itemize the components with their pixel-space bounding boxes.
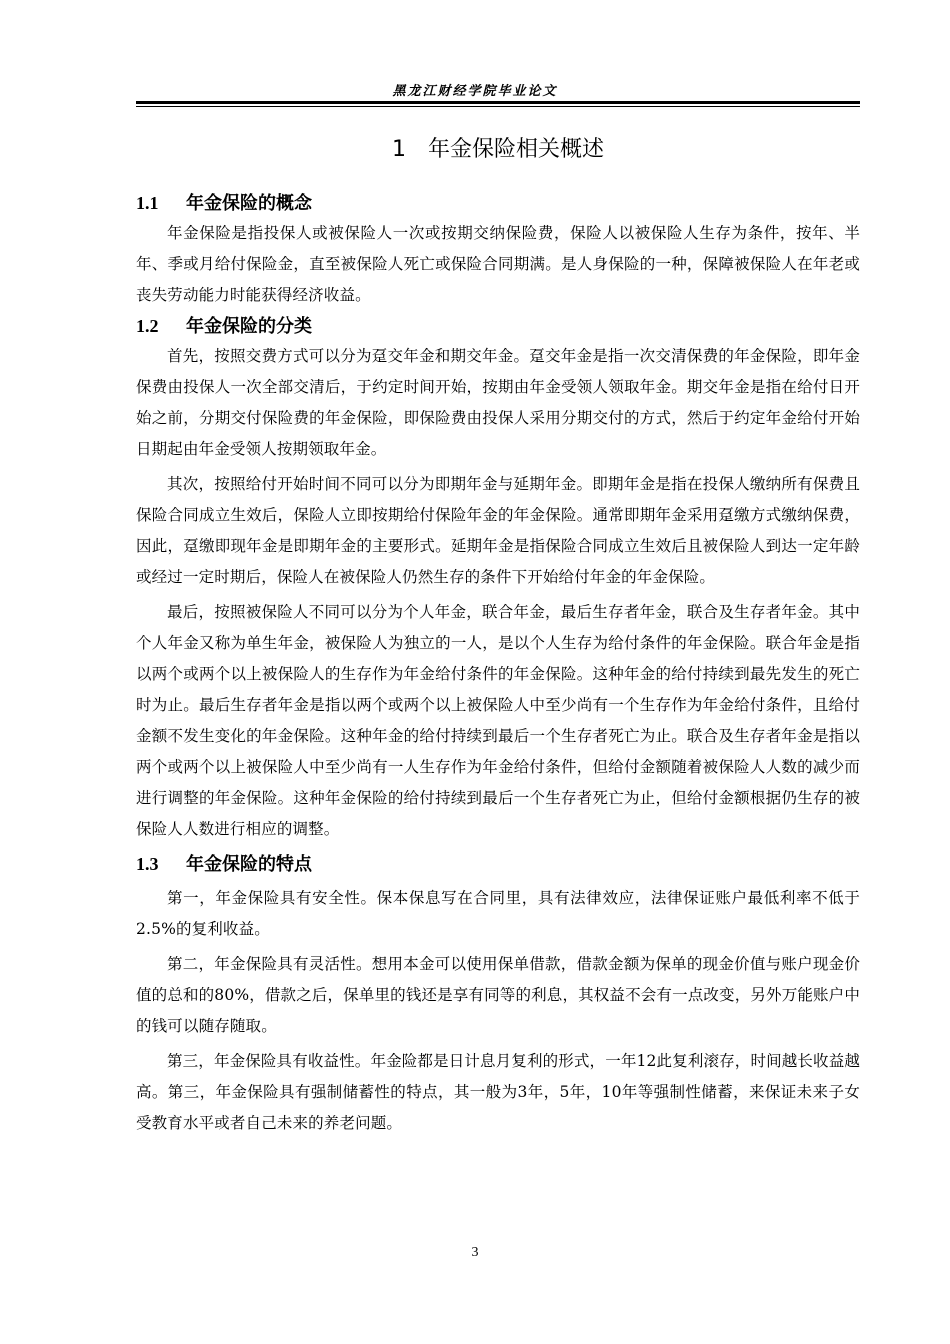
page-number: 3 [471, 1245, 479, 1260]
section-heading [136, 311, 860, 341]
section-heading [136, 849, 860, 879]
paragraph: 其次，按照给付开始时间不同可以分为即期年金与延期年金。即期年金是指在投保人缴纳所有保费且保险合同成立生效后，保险人立即按期给付保险年金的年金保险。通常即期年金采用趸缴方式缴纳保费，因此，趸缴即现年金是即期年金的主要形式。延期年金是指保险合同成立生效后且被保险人到达一定年龄或经过一定时期后，保险人在被保险人仍然生存的条件下开始给付年金的年金保险。 [136, 475, 860, 586]
chapter-number: 1 [391, 137, 406, 162]
paragraph: 第一，年金保险具有安全性。保本保息写在合同里，具有法律效应，法律保证账户最低利率不低于2.5%的复利收益。 [136, 889, 860, 938]
section-heading [136, 188, 860, 218]
section-title: 年金保险的特点 [186, 854, 312, 875]
paragraph: 最后，按照被保险人不同可以分为个人年金，联合年金，最后生存者年金，联合及生存者年金。其中个人年金又称为单生年金，被保险人为独立的一人，是以个人生存为给付条件的年金保险。联合年金是指以两个或两个以上被保险人的生存作为年金给付条件的年金保险。这种年金的给付持续到最先发生的死亡时为止。最后生存者年金是指以两个或两个以上被保险人中至少尚有一个生存作为年金给付条件，且给付金额不发生变化的年金保险。这种年金的给付持续到最后一个生存者死亡为止。联合及生存者年金是指以两个或两个以上被保险人中至少尚有一人生存作为年金给付条件，但给付金额随着被保险人人数的减少而进行调整的年金保险。这种年金保险的给付持续到最后一个生存者死亡为止，但给付金额根据仍生存的被保险人人数进行相应的调整。 [136, 603, 860, 838]
chapter-title [136, 132, 860, 168]
paragraph: 第三，年金保险具有收益性。年金险都是日计息月复利的形式，一年12此复利滚存，时间越长收益越高。第三，年金保险具有强制储蓄性的特点，其一般为3年，5年，10年等强制性储蓄，来保证未来子女受教育水平或者自己未来的养老问题。 [136, 1052, 860, 1132]
running-header: 黑龙江财经学院毕业论文 [392, 84, 558, 99]
header-rule-thick [136, 101, 860, 104]
paragraph: 年金保险是指投保人或被保险人一次或按期交纳保险费，保险人以被保险人生存为条件，按年、半年、季或月给付保险金，直至被保险人死亡或保险合同期满。是人身保险的一种，保障被保险人在年老或丧失劳动能力时能获得经济收益。 [136, 224, 860, 304]
section-number: 1.1 [136, 193, 159, 213]
chapter-title-text: 年金保险相关概述 [427, 137, 604, 162]
header-rule-thin [136, 106, 860, 107]
section-title: 年金保险的分类 [186, 316, 312, 337]
section-title: 年金保险的概念 [186, 193, 312, 214]
page-body [136, 132, 860, 1139]
paragraph: 第二，年金保险具有灵活性。想用本金可以使用保单借款，借款金额为保单的现金价值与账户现金价值的总和的80%，借款之后，保单里的钱还是享有同等的利息，其权益不会有一点改变，另外万能账户中的钱可以随存随取。 [136, 955, 860, 1035]
section-number: 1.2 [136, 316, 159, 336]
paragraph: 首先，按照交费方式可以分为趸交年金和期交年金。趸交年金是指一次交清保费的年金保险，即年金保费由投保人一次全部交清后，于约定时间开始，按期由年金受领人领取年金。期交年金是指在给付日开始之前，分期交付保险费的年金保险，即保险费由投保人采用分期交付的方式，然后于约定年金给付开始日期起由年金受领人按期领取年金。 [136, 347, 860, 458]
section-number: 1.3 [136, 854, 159, 874]
